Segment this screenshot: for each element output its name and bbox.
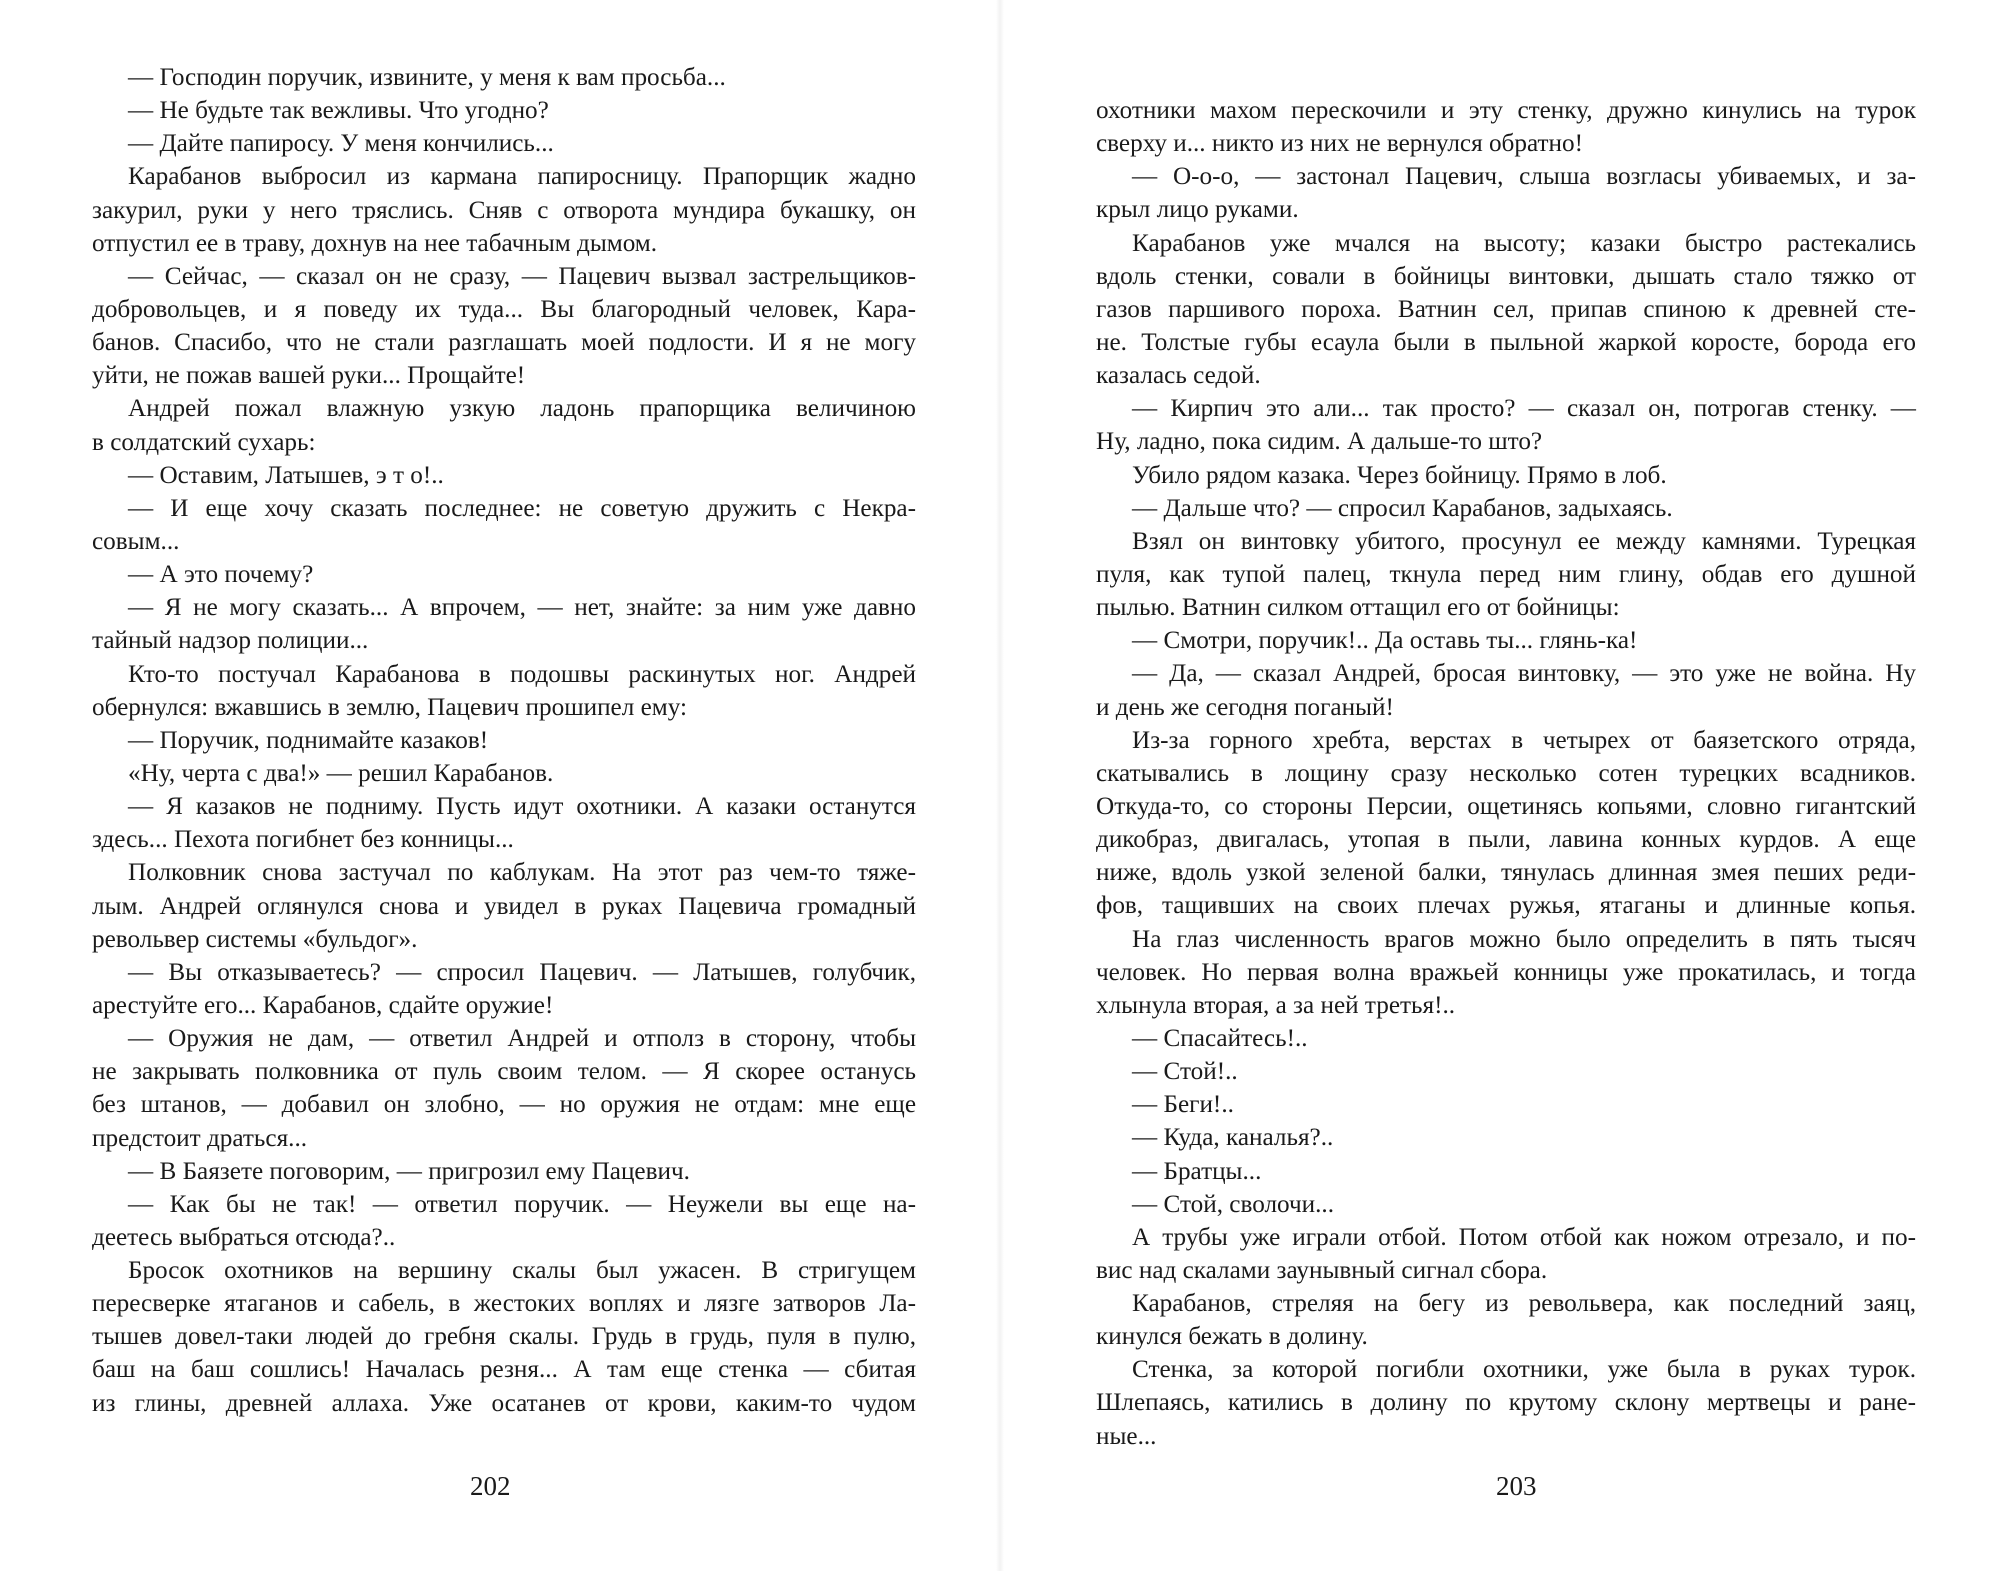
text-line: — Смотри, поручик!.. Да оставь ты... глянь-ка! bbox=[1132, 627, 1638, 655]
text-line: вис над скалами заунывный сигнал сбора. bbox=[1096, 1256, 1548, 1284]
text-line: и день же сегодня поганый! bbox=[1096, 693, 1394, 721]
text-line: деетесь выбраться отсюда?.. bbox=[92, 1223, 396, 1251]
text-line: скатывались в лощину сразу несколько сотен турецких всадников. bbox=[1096, 759, 1916, 787]
text-line: банов. Спасибо, что не стали разглашать моей подлости. И я не могу bbox=[92, 329, 916, 357]
text-line: — Я казаков не подниму. Пусть идут охотники. А казаки останутся bbox=[128, 793, 916, 821]
text-line: — Я не могу сказать... А впрочем, — нет, знайте: за ним уже давно bbox=[128, 594, 916, 622]
text-line: Карабанов уже мчался на высоту; казаки быстро растекались bbox=[1132, 229, 1916, 257]
text-line: А трубы уже играли отбой. Потом отбой как ножом отрезало, и по- bbox=[1132, 1223, 1916, 1251]
text-line: пересверке ятаганов и сабель, в жестоких воплях и лязге затворов Ла- bbox=[92, 1290, 916, 1318]
text-line: — Не будьте так вежливы. Что угодно? bbox=[128, 97, 549, 125]
text-line: Ну, ладно, пока сидим. А дальше-то што? bbox=[1096, 428, 1543, 456]
left-page-text bbox=[92, 61, 916, 1420]
text-line: человек. Но первая волна вражьей конницы уже прокатилась, и тогда bbox=[1096, 958, 1916, 986]
right-page bbox=[1000, 0, 2000, 1571]
text-line: фов, тащивших на своих плечах ружья, ятаганы и длинные копья. bbox=[1096, 892, 1916, 920]
text-line: Из-за горного хребта, верстах в четырех от баязетского отряда, bbox=[1132, 726, 1916, 754]
text-line: — Как бы не так! — ответил поручик. — Неужели вы еще на- bbox=[128, 1190, 916, 1218]
text-line: Карабанов, стреляя на бегу из револьвера, как последний заяц, bbox=[1132, 1290, 1916, 1318]
text-line: Кто-то постучал Карабанова в подошвы раскинутых ног. Андрей bbox=[128, 660, 916, 688]
text-line: — О-о-о, — застонал Пацевич, слыша возгласы убиваемых, и за- bbox=[1132, 163, 1916, 191]
text-line: в солдатский сухарь: bbox=[92, 428, 316, 456]
text-line: не закрывать полковника от пуль своим телом. — Я скорее останусь bbox=[92, 1058, 916, 1086]
text-line: газов паршивого пороха. Ватнин сел, припав спиною к древней сте- bbox=[1096, 295, 1916, 323]
text-line: пуля, как тупой палец, ткнула перед ним глину, обдав его душной bbox=[1096, 560, 1916, 588]
text-line: закурил, руки у него тряслись. Сняв с отворота мундира букашку, он bbox=[92, 196, 916, 224]
text-line: сверху и... никто из них не вернулся обратно! bbox=[1096, 130, 1583, 158]
text-line: казалась седой. bbox=[1096, 362, 1261, 390]
text-line: пылью. Ватнин силком оттащил его от бойницы: bbox=[1096, 594, 1620, 622]
text-line: — Оружия не дам, — ответил Андрей и отполз в сторону, чтобы bbox=[128, 1025, 916, 1053]
text-line: — Дайте папиросу. У меня кончились... bbox=[128, 130, 554, 158]
text-line: Андрей пожал влажную узкую ладонь прапорщика величиною bbox=[128, 395, 916, 423]
text-line: тышев довел-таки людей до гребня скалы. Грудь в грудь, пуля в пулю, bbox=[92, 1323, 916, 1351]
text-line: «Ну, черта с два!» — решил Карабанов. bbox=[128, 759, 554, 787]
text-line: кинулся бежать в долину. bbox=[1096, 1323, 1368, 1351]
text-line: — Оставим, Латышев, э т о!.. bbox=[128, 461, 444, 489]
text-line: Полковник снова застучал по каблукам. На этот раз чем-то тяже- bbox=[128, 859, 916, 887]
text-line: отпустил ее в траву, дохнув на нее табачным дымом. bbox=[92, 229, 658, 257]
text-line: — И еще хочу сказать последнее: не советую дружить с Некра- bbox=[128, 494, 916, 522]
text-line: совым... bbox=[92, 527, 180, 555]
text-line: — Стой!.. bbox=[1132, 1058, 1238, 1086]
text-line: охотники махом перескочили и эту стенку, дружно кинулись на турок bbox=[1096, 97, 1916, 124]
text-line: баш на баш сошлись! Началась резня... А там еще стенка — сбитая bbox=[92, 1356, 916, 1384]
text-line: Карабанов выбросил из кармана папиросницу. Прапорщик жадно bbox=[128, 163, 916, 191]
text-line: — Сейчас, — сказал он не сразу, — Пацевич вызвал застрельщиков- bbox=[128, 262, 916, 290]
text-line: — Да, — сказал Андрей, бросая винтовку, — это уже не война. Ну bbox=[1132, 660, 1916, 688]
text-line: — Беги!.. bbox=[1132, 1091, 1234, 1119]
text-line: Откуда-то, со стороны Персии, ощетинясь копьями, словно гигантский bbox=[1096, 792, 1916, 820]
text-line: — Господин поручик, извините, у меня к вам просьба... bbox=[128, 64, 726, 91]
right-page-number: 203 bbox=[1496, 1471, 1537, 1501]
text-line: не. Толстые губы есаула были в пыльной жаркой коросте, борода его bbox=[1096, 328, 1916, 356]
text-line: Убило рядом казака. Через бойницу. Прямо в лоб. bbox=[1132, 461, 1667, 489]
right-page-text bbox=[1096, 94, 1916, 1453]
text-line: без штанов, — добавил он злобно, — но оружия не отдам: мне еще bbox=[92, 1091, 916, 1119]
text-line: вдоль стенки, совали в бойницы винтовки, дышать стало тяжко от bbox=[1096, 262, 1916, 290]
text-line: здесь... Пехота погибнет без конницы... bbox=[92, 826, 514, 854]
text-line: арестуйте его... Карабанов, сдайте оружие! bbox=[92, 991, 554, 1019]
text-line: На глаз численность врагов можно было определить в пять тысяч bbox=[1132, 925, 1916, 953]
text-line: — Кирпич это али... так просто? — сказал он, потрогав стенку. — bbox=[1132, 395, 1916, 423]
text-line: — Поручик, поднимайте казаков! bbox=[128, 726, 489, 754]
text-line: ниже, вдоль узкой зеленой балки, тянулась длинная змея пеших реди- bbox=[1096, 859, 1916, 887]
text-line: добровольцев, и я поведу их туда... Вы благородный человек, Кара- bbox=[92, 295, 916, 323]
text-line: из глины, древней аллаха. Уже осатанев от крови, каким-то чудом bbox=[92, 1389, 916, 1417]
text-line: Бросок охотников на вершину скалы был ужасен. В стригущем bbox=[128, 1257, 916, 1285]
text-line: — А это почему? bbox=[128, 561, 314, 589]
text-line: Взял он винтовку убитого, просунул ее между камнями. Турецкая bbox=[1132, 527, 1916, 555]
left-page-number: 202 bbox=[470, 1471, 511, 1501]
text-line: Шлепаясь, катились в долину по крутому склону мертвецы и ране- bbox=[1096, 1389, 1916, 1417]
text-line: — Куда, каналья?.. bbox=[1132, 1124, 1334, 1152]
text-line: уйти, не пожав вашей руки... Прощайте! bbox=[92, 362, 526, 390]
text-line: хлынула вторая, а за ней третья!.. bbox=[1096, 991, 1456, 1019]
text-line: — Братцы... bbox=[1132, 1157, 1262, 1185]
text-line: — Дальше что? — спросил Карабанов, задыхаясь. bbox=[1132, 494, 1673, 522]
text-line: — Вы отказываетесь? — спросил Пацевич. — Латышев, голубчик, bbox=[128, 958, 916, 986]
text-line: обернулся: вжавшись в землю, Пацевич прошипел ему: bbox=[92, 693, 687, 721]
text-line: ные... bbox=[1096, 1422, 1157, 1450]
text-line: револьвер системы «бульдог». bbox=[92, 925, 418, 953]
text-line: предстоит драться... bbox=[92, 1124, 308, 1152]
text-line: крыл лицо руками. bbox=[1096, 196, 1299, 224]
text-line: — Стой, сволочи... bbox=[1132, 1190, 1335, 1218]
text-line: Стенка, за которой погибли охотники, уже была в руках турок. bbox=[1132, 1356, 1916, 1384]
text-line: тайный надзор полиции... bbox=[92, 627, 369, 655]
text-line: дикобраз, двигалась, утопая в пыли, лавина конных курдов. А еще bbox=[1096, 826, 1916, 854]
text-line: — Спасайтесь!.. bbox=[1132, 1024, 1308, 1052]
text-line: — В Баязете поговорим, — пригрозил ему Пацевич. bbox=[128, 1157, 690, 1185]
text-line: лым. Андрей оглянулся снова и увидел в руках Пацевича громадный bbox=[92, 892, 916, 920]
